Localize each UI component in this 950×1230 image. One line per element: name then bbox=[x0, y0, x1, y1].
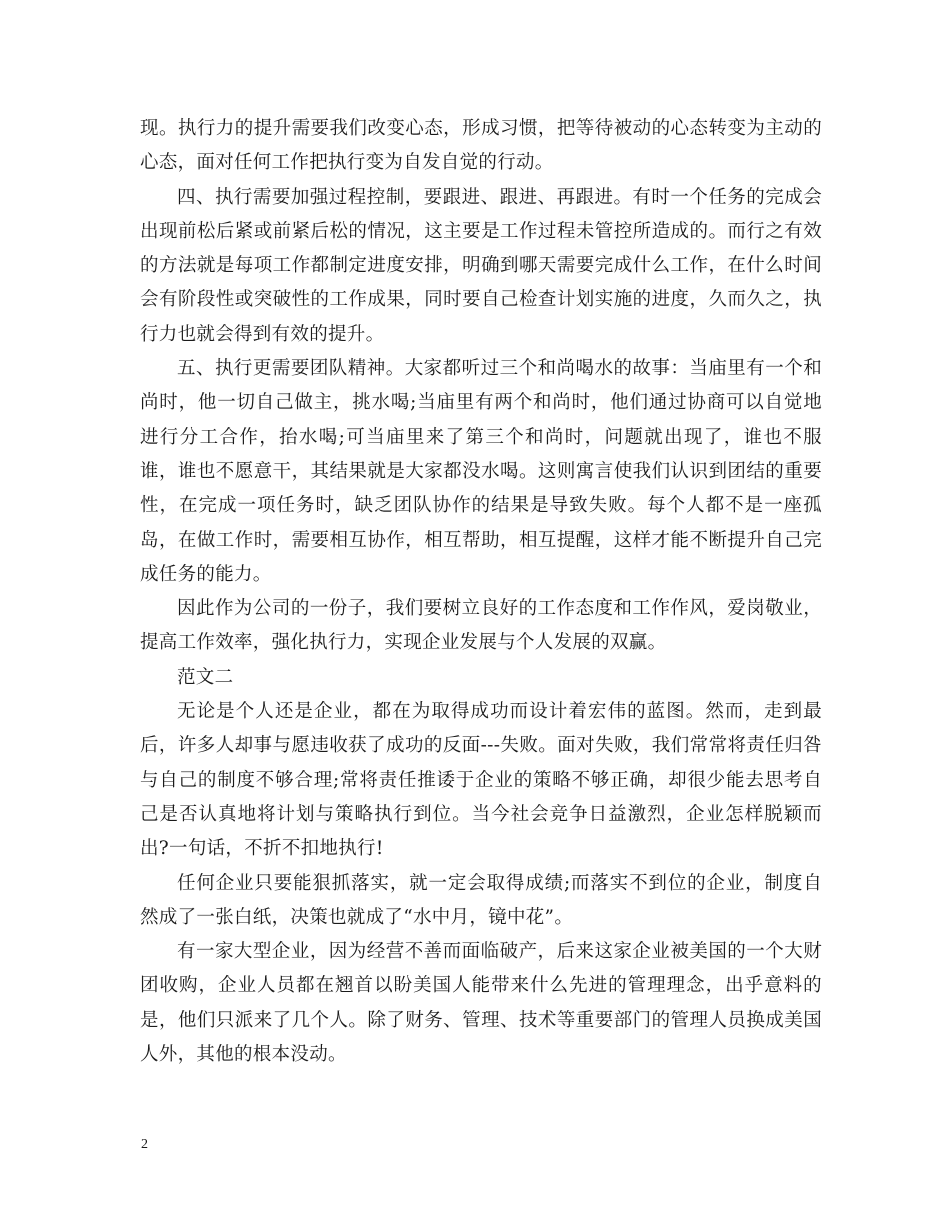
paragraph-continuation: 现。执行力的提升需要我们改变心态，形成习惯，把等待被动的心态转变为主动的心态，面对任何工作把执行变为自发自觉的行动。 bbox=[140, 118, 822, 174]
page-number: 2 bbox=[141, 1137, 148, 1152]
paragraph-team-spirit: 五、执行更需要团队精神。大家都听过三个和尚喝水的故事：当庙里有一个和尚时，他一切自己做主，挑水喝;当庙里有两个和尚时，他们通过协商可以自觉地进行分工合作，抬水喝;可当庙里来了第三个和尚时，问题就出现了，谁也不服谁，谁也不愿意干，其结果就是大家都没水喝。这则寓言使我们认识到团结的重要性，在完成一项任务时，缺乏团队协作的结果是导致失败。每个人都不是一座孤岛，在做工作时，需要相互协作，相互帮助，相互提醒，这样才能不断提升自己完成任务的能力。 bbox=[140, 358, 822, 585]
paragraph-process-control: 四、执行需要加强过程控制，要跟进、跟进、再跟进。有时一个任务的完成会出现前松后紧或前紧后松的情况，这主要是工作过程未管控所造成的。而行之有效的方法就是每项工作都制定进度安排，明确到哪天需要完成什么工作，在什么时间会有阶段性或突破性的工作成果，同时要自己检查计划实施的进度，久而久之，执行力也就会得到有效的提升。 bbox=[140, 186, 822, 345]
paragraph-success-failure: 无论是个人还是企业，都在为取得成功而设计着宏伟的蓝图。然而，走到最后，许多人却事与愿违收获了成功的反面---失败。面对失败，我们常常将责任归咎与自己的制度不够合理;常将责任推诿于企业的策略不够正确，却很少能去思考自己是否认真地将计划与策略执行到位。当今社会竞争日益激烈，企业怎样脱颖而出?一句话，不折不扣地执行! bbox=[140, 701, 822, 860]
paragraph-implementation: 任何企业只要能狠抓落实，就一定会取得成绩;而落实不到位的企业，制度自然成了一张白纸，决策也就成了“水中月，镜中花”。 bbox=[140, 872, 822, 928]
document-body bbox=[140, 112, 822, 1072]
section-heading-sample-two: 范文二 bbox=[177, 666, 234, 688]
paragraph-conclusion: 因此作为公司的一份子，我们要树立良好的工作态度和工作作风，爱岗敬业，提高工作效率，强化执行力，实现企业发展与个人发展的双赢。 bbox=[140, 598, 822, 654]
paragraph-enterprise-story: 有一家大型企业，因为经营不善而面临破产，后来这家企业被美国的一个大财团收购，企业人员都在翘首以盼美国人能带来什么先进的管理理念，出乎意料的是，他们只派来了几个人。除了财务、管理、技术等重要部门的管理人员换成美国人外，其他的根本没动。 bbox=[140, 941, 822, 1066]
